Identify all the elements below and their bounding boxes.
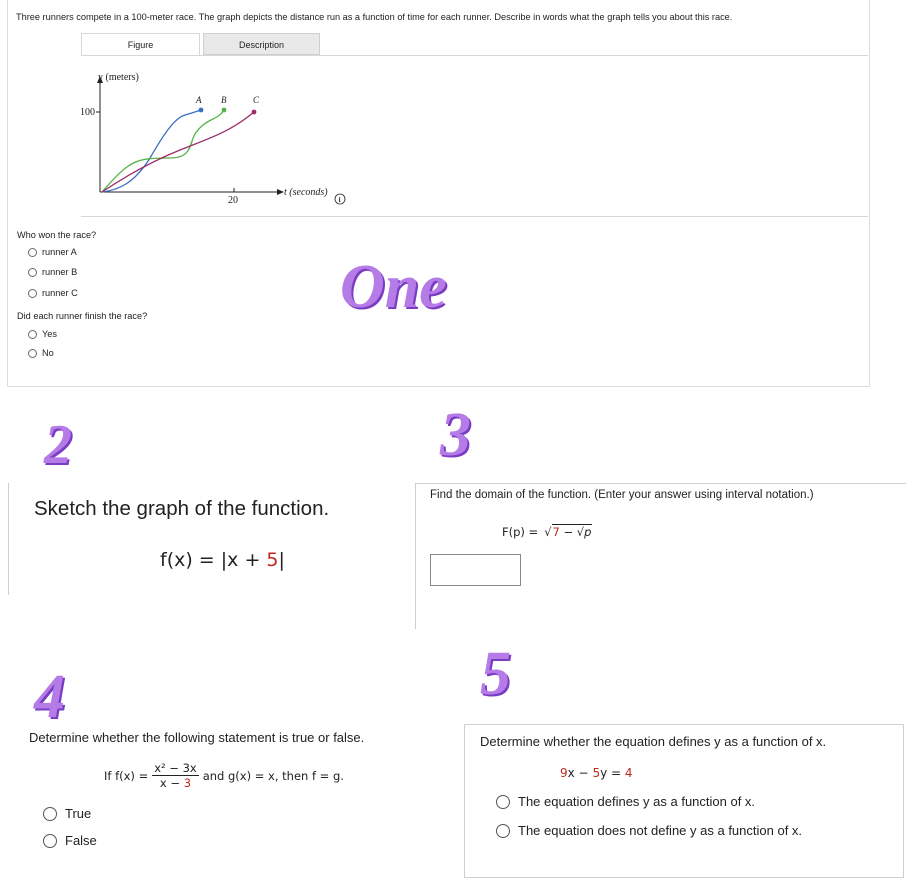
race-intro: Three runners compete in a 100-meter race. The graph depicts the distance run as a function of time for each runner. Describe in words what the graph tells you about this race. — [16, 12, 733, 22]
series-b-end — [222, 108, 227, 113]
radio-runner-a[interactable] — [28, 248, 37, 257]
domain-answer-input[interactable] — [430, 554, 521, 586]
tf-statement: If f(x) = $\frac{\text{x² − 3x}}{x - 3}$ and g(x) = x, then f = g. — [104, 761, 344, 790]
option-no[interactable]: No — [28, 348, 54, 358]
radio-true[interactable] — [43, 807, 57, 821]
option-yes[interactable]: Yes — [28, 329, 57, 339]
question-winner: Who won the race? — [17, 230, 97, 240]
label-three: 3 — [440, 401, 471, 469]
y-tick-label: 100 — [80, 107, 95, 118]
fraction: $\frac{\text{x² − 3x}}{x - 3}$ — [154, 761, 197, 790]
question-finish: Did each runner finish the race? — [17, 311, 148, 321]
option-not-defines[interactable]: The equation does not define y as a function of x. — [496, 823, 802, 838]
option-runner-a[interactable]: runner A — [28, 247, 77, 257]
option-runner-c[interactable]: runner C — [28, 288, 78, 298]
label-one: One — [340, 253, 447, 321]
radio-no[interactable] — [28, 349, 37, 358]
radio-runner-c[interactable] — [28, 289, 37, 298]
label-four: 4 — [34, 663, 65, 731]
label-five: 5 — [480, 640, 511, 708]
label-two: 2 — [44, 414, 72, 476]
svg-text:i: i — [338, 196, 341, 204]
series-c-curve — [102, 112, 254, 192]
tab-divider — [81, 55, 868, 56]
domain-prompt: Find the domain of the function. (Enter your answer using interval notation.) — [430, 489, 814, 501]
tf-prompt: Determine whether the following statement is true or false. — [29, 730, 365, 745]
domain-function: F(p) = √ 7 − √p — [502, 525, 592, 539]
option-defines[interactable]: The equation defines y as a function of x. — [496, 794, 755, 809]
option-runner-b[interactable]: runner B — [28, 267, 77, 277]
series-c-label: C — [253, 95, 260, 105]
tab-description[interactable]: Description — [203, 33, 320, 55]
x-axis-arrow — [277, 189, 284, 195]
radio-yes[interactable] — [28, 330, 37, 339]
option-false[interactable]: False — [43, 833, 97, 848]
series-a-curve — [102, 110, 201, 192]
function-prompt: Determine whether the equation defines y as a function of x. — [480, 734, 827, 749]
x-axis-label: t (seconds) — [284, 187, 328, 198]
series-a-end — [199, 108, 204, 113]
race-graph — [60, 60, 360, 210]
tab-figure[interactable]: Figure — [81, 33, 200, 55]
radio-not-defines[interactable] — [496, 824, 510, 838]
figure-divider — [81, 216, 868, 217]
sketch-function: f(x) = |x + 5| — [160, 549, 285, 571]
option-true[interactable]: True — [43, 806, 91, 821]
function-equation: 9x − 5y = 4 — [560, 766, 633, 780]
series-b-label: B — [221, 95, 227, 105]
x-tick-label: 20 — [228, 195, 238, 206]
y-axis-label: y (meters) — [98, 72, 139, 83]
series-a-label: A — [196, 95, 202, 105]
radio-false[interactable] — [43, 834, 57, 848]
radio-defines[interactable] — [496, 795, 510, 809]
radio-runner-b[interactable] — [28, 268, 37, 277]
series-c-end — [252, 110, 257, 115]
sketch-prompt: Sketch the graph of the function. — [34, 497, 330, 520]
